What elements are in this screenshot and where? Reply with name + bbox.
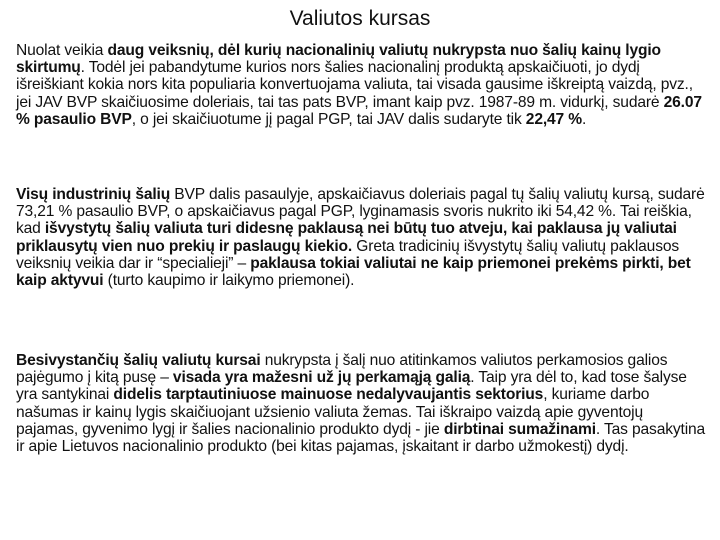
bold-text-segment: paklausa tokiai valiutai ne kaip priemonei prekėms pirkti, bet kaip aktyvui	[16, 254, 691, 290]
bold-text-segment: 26.07 % pasaulio BVP	[16, 93, 702, 128]
bold-text-segment: išvystytų šalių valiuta turi didesnę paklausą nei būtų tuo atveju, kai paklausa jų valiutai priklausytų vien nuo prekių ir paslaugų kiekio.	[16, 220, 677, 255]
text-segment: Greta tradicinių išvystytų šalių valiutų paklausos veiksnių veikia dar ir “specialieji” –	[16, 237, 680, 272]
text-segment: BVP dalis pasaulyje, apskaičiavus doleriais pagal tų šalių valiutų kursą, sudarė 73,21 % pasaulio BVP, o apskaičiavus pagal PGP, lyginamasis svoris nukrito iki 54,42 %. Tai reiškia, kad	[16, 186, 705, 238]
bold-text-segment: Visų industrinių šalių	[16, 186, 171, 203]
paragraph-3	[16, 352, 706, 455]
text-segment: , o jei skaičiuotume jį pagal PGP, tai JAV dalis sudaryte tik	[131, 110, 526, 128]
text-segment: . Taip yra dėl to, kad tose šalyse yra santykinai	[16, 369, 687, 404]
text-segment: (turto kaupimo ir laikymo priemonei).	[103, 272, 355, 290]
text-segment: . Todėl jei pabandytume kurios nors šalies nacionalinį produktą apskaičiuoti, jo dydį išreiškiant kokia nors kita populiaria konvertuojama valiuta, tai visada gausime iškreiptą vaizdą, pvz., jei JAV BVP skaičiuosime doleriais, tai tas pats BVP, imant kaip pvz. 1987-89 m. vidurkį, sudarė	[16, 59, 693, 111]
paragraph-1	[16, 42, 706, 128]
text-segment: , kuriame darbo našumas ir kainų lygis skaičiuojant užsienio valiuta žemas. Tai iškraipo vaizdą apie gyventojų pajamas, gyvenimo lygį ir šalies nacionalinio produkto dydį - jie	[16, 386, 650, 438]
bold-text-segment: 22,47 %	[525, 110, 582, 128]
text-segment: Nuolat veikia	[16, 42, 108, 59]
bold-text-segment: daug veiksnių, dėl kurių nacionalinių valiutų nukrypsta nuo šalių kainų lygio skirtumų	[16, 42, 661, 77]
slide-title: Valiutos kursas	[289, 7, 431, 30]
bold-text-segment: visada yra mažesni už jų perkamąją galią	[172, 369, 471, 387]
bold-text-segment: Besivystančių šalių valiutų kursai	[16, 352, 261, 369]
paragraph-2	[16, 186, 706, 289]
text-segment: . Tas pasakytina ir apie Lietuvos nacionalinio produkto (bei kitas pajamas, įskaitant ir darbo užmokestį) dydį.	[16, 420, 706, 456]
text-segment: .	[581, 110, 587, 128]
bold-text-segment: didelis tarptautiniuose mainuose nedalyvaujantis sektorius	[113, 386, 544, 404]
bold-text-segment: dirbtinai sumažinami	[443, 420, 596, 438]
text-segment: nukrypsta į šalį nuo atitinkamos valiutos perkamosios galios pajėgumo į kitą pusę –	[16, 352, 668, 387]
